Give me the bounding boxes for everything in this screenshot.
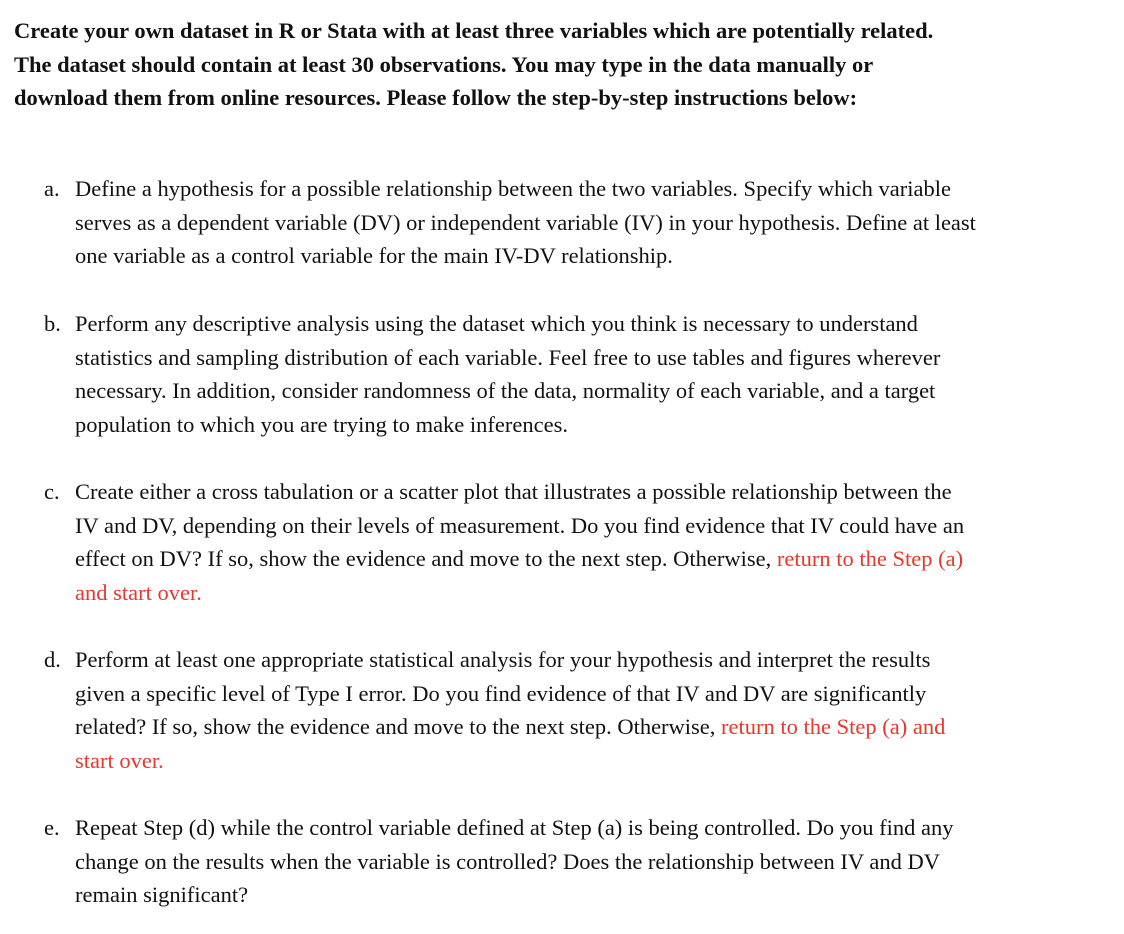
step-line: given a specific level of Type I error. Do you find evidence of that IV and DV are significantly bbox=[75, 680, 927, 706]
step-body bbox=[75, 307, 1115, 441]
step-body bbox=[75, 643, 1115, 777]
step-body bbox=[75, 172, 1115, 273]
return-to-step-a-note: return to the Step (a) and bbox=[721, 714, 946, 739]
step-line: population to which you are trying to make inferences. bbox=[75, 411, 568, 437]
step-line: Perform at least one appropriate statistical analysis for your hypothesis and interpret the results bbox=[75, 647, 931, 672]
step-line: statistics and sampling distribution of each variable. Feel free to use tables and figures wherever bbox=[75, 344, 941, 370]
step-line: Perform any descriptive analysis using the dataset which you think is necessary to understand bbox=[75, 311, 918, 336]
step-line-text: effect on DV? If so, show the evidence and move to the next step. Otherwise, bbox=[75, 546, 777, 571]
step-line bbox=[75, 542, 1115, 576]
intro-line: Create your own dataset in R or Stata with at least three variables which are potentially related. bbox=[14, 18, 934, 43]
start-over-note: start over. bbox=[75, 747, 164, 773]
intro-line: The dataset should contain at least 30 observations. You may type in the data manually or bbox=[14, 51, 874, 77]
step-line bbox=[75, 710, 1115, 744]
step-line: necessary. In addition, consider randomness of the data, normality of each variable, and a target bbox=[75, 378, 936, 403]
step-line: remain significant? bbox=[75, 882, 249, 907]
intro-line: download them from online resources. Please follow the step-by-step instructions below: bbox=[14, 85, 858, 110]
step-marker: b. bbox=[44, 311, 61, 336]
return-to-step-a-note: return to the Step (a) bbox=[776, 546, 964, 571]
step-line: Create either a cross tabulation or a scatter plot that illustrates a possible relationship between the bbox=[75, 479, 952, 504]
step-body bbox=[75, 811, 1115, 912]
step-marker: a. bbox=[44, 176, 60, 201]
start-over-note: and start over. bbox=[75, 579, 202, 605]
step-line: change on the results when the variable is controlled? Does the relationship between IV and DV bbox=[75, 848, 940, 874]
step-body bbox=[75, 475, 1115, 609]
step-line: serves as a dependent variable (DV) or independent variable (IV) in your hypothesis. Define at least bbox=[75, 209, 976, 235]
step-line-text: related? If so, show the evidence and move to the next step. Otherwise, bbox=[75, 714, 722, 739]
step-line: one variable as a control variable for the main IV-DV relationship. bbox=[75, 243, 673, 268]
step-line: Repeat Step (d) while the control variable defined at Step (a) is being controlled. Do you find any bbox=[75, 815, 954, 840]
step-marker: c. bbox=[44, 479, 60, 504]
step-line: Define a hypothesis for a possible relationship between the two variables. Specify which variable bbox=[75, 176, 951, 201]
step-marker: d. bbox=[44, 647, 61, 672]
step-line: IV and DV, depending on their levels of measurement. Do you find evidence that IV could have an bbox=[75, 512, 965, 538]
step-marker: e. bbox=[44, 815, 60, 840]
